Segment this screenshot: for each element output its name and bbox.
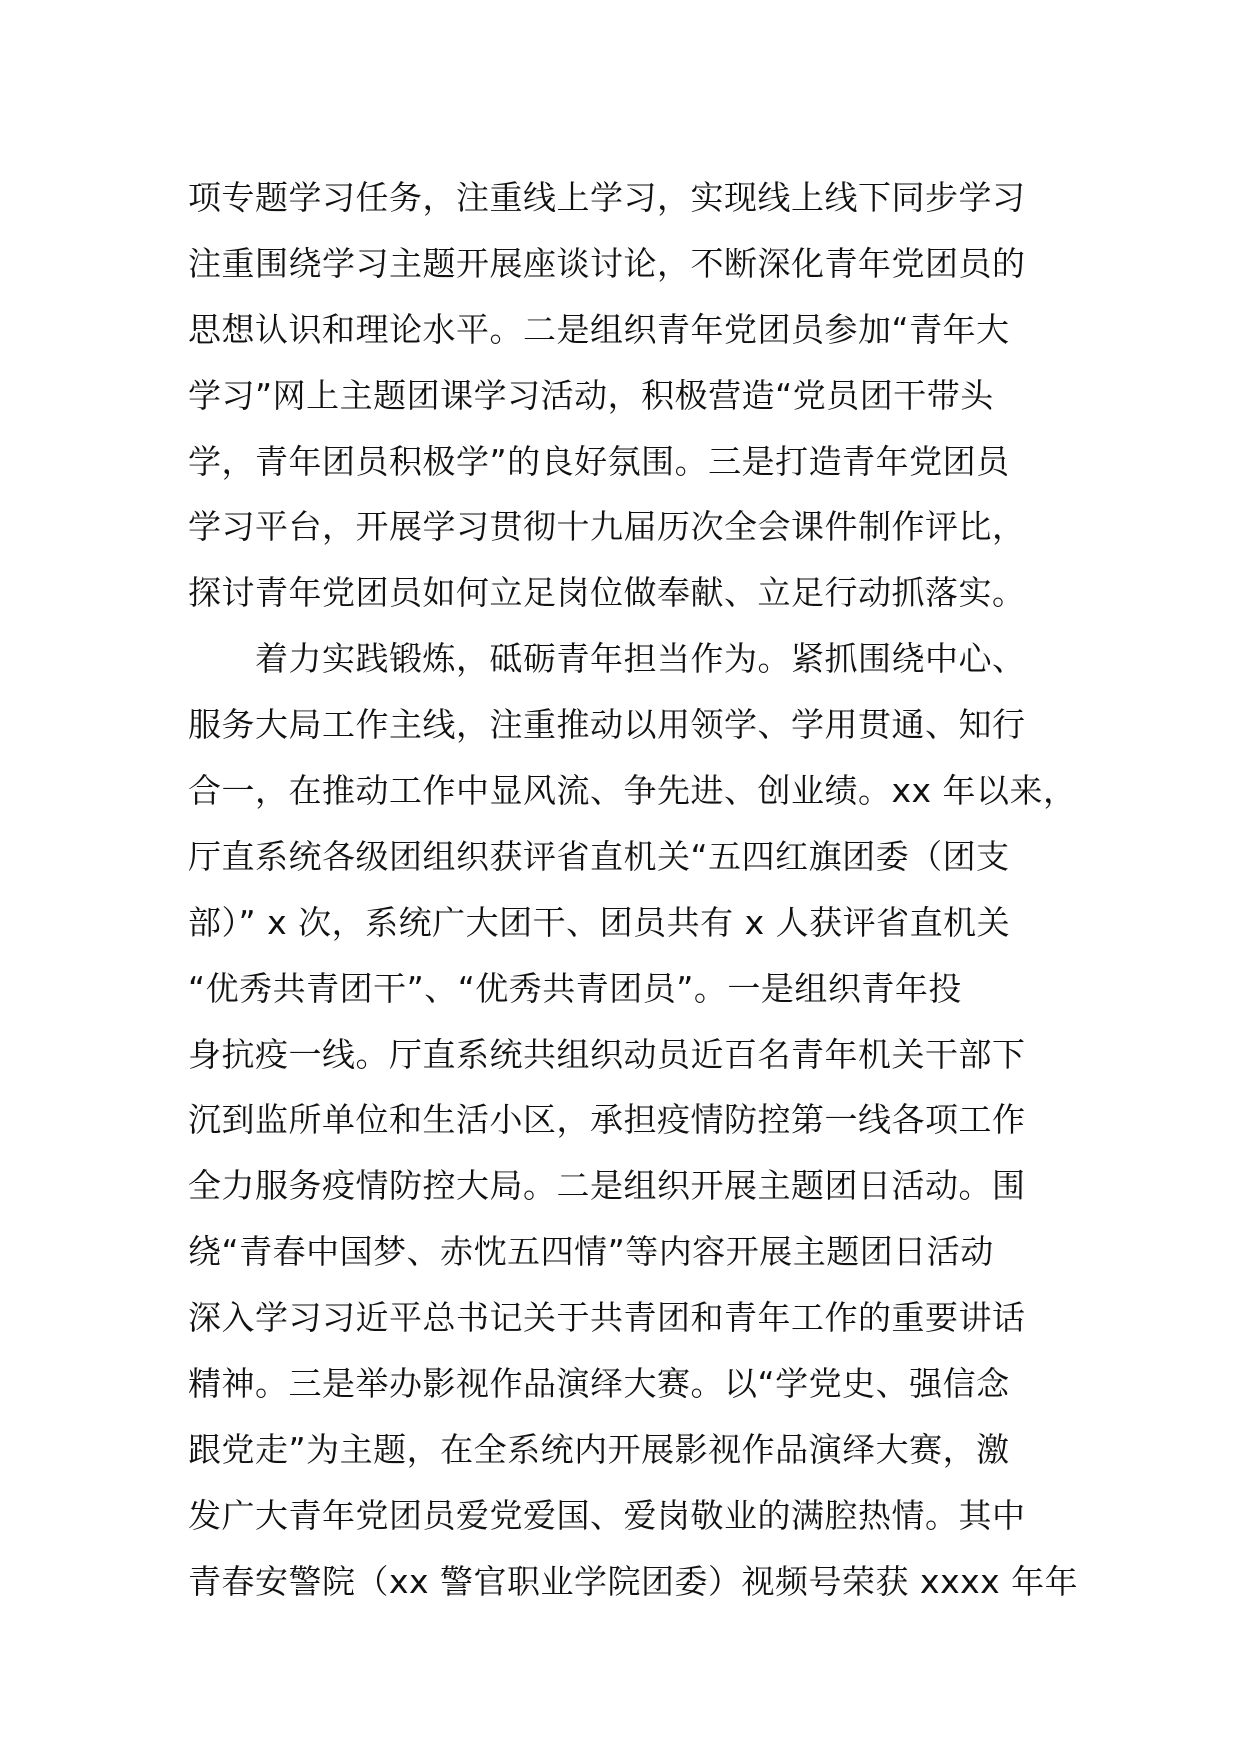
text-line: 跟党走”为主题，在全系统内开展影视作品演绎大赛，激 [188, 1429, 1010, 1469]
text-line: 思想认识和理论水平。二是组织青年党团员参加“青年大 [188, 309, 1010, 349]
body-text [188, 165, 1079, 1615]
text-line: 沉到监所单位和生活小区，承担疫情防控第一线各项工作 [188, 1100, 1026, 1140]
text-line: 学，青年团员积极学”的良好氛围。三是打造青年党团员 [188, 441, 1010, 481]
text-line: 厅直系统各级团组织获评省直机关“五四红旗团委（团支 [188, 836, 1010, 876]
text-line: 学习”网上主题团课学习活动，积极营造“党员团干带头 [188, 375, 994, 415]
text-line: 身抗疫一线。厅直系统共组织动员近百名青年机关干部下 [188, 1034, 1026, 1074]
text-line: “优秀共青团干”、“优秀共青团员”。一是组织青年投 [188, 968, 962, 1008]
paragraph-start-line: 着力实践锻炼，砥砺青年担当作为。紧抓围绕中心、 [188, 639, 1026, 679]
text-line: 合一，在推动工作中显风流、争先进、创业绩。xx 年以来， [188, 771, 1077, 811]
text-line: 绕“青春中国梦、赤忱五四情”等内容开展主题团日活动 [188, 1232, 994, 1272]
text-line: 深入学习习近平总书记关于共青团和青年工作的重要讲话 [188, 1298, 1026, 1338]
text-line: 发广大青年党团员爱党爱国、爱岗敬业的满腔热情。其中 [188, 1495, 1026, 1535]
text-line: 青春安警院（xx 警官职业学院团委）视频号荣获 xxxx 年年 [188, 1561, 1079, 1601]
text-line: 精神。三是举办影视作品演绎大赛。以“学党史、强信念 [188, 1364, 1010, 1404]
text-line: 探讨青年党团员如何立足岗位做奉献、立足行动抓落实。 [188, 573, 1026, 613]
text-line: 学习平台，开展学习贯彻十九届历次全会课件制作评比， [188, 507, 1026, 547]
text-line: 全力服务疫情防控大局。二是组织开展主题团日活动。围 [188, 1166, 1026, 1206]
text-line: 服务大局工作主线，注重推动以用领学、学用贯通、知行 [188, 705, 1026, 745]
text-line: 项专题学习任务，注重线上学习，实现线上线下同步学习 [188, 178, 1026, 217]
text-line: 注重围绕学习主题开展座谈讨论，不断深化青年党团员的 [188, 243, 1026, 283]
text-line: 部）” x 次，系统广大团干、团员共有 x 人获评省直机关 [188, 902, 1011, 942]
